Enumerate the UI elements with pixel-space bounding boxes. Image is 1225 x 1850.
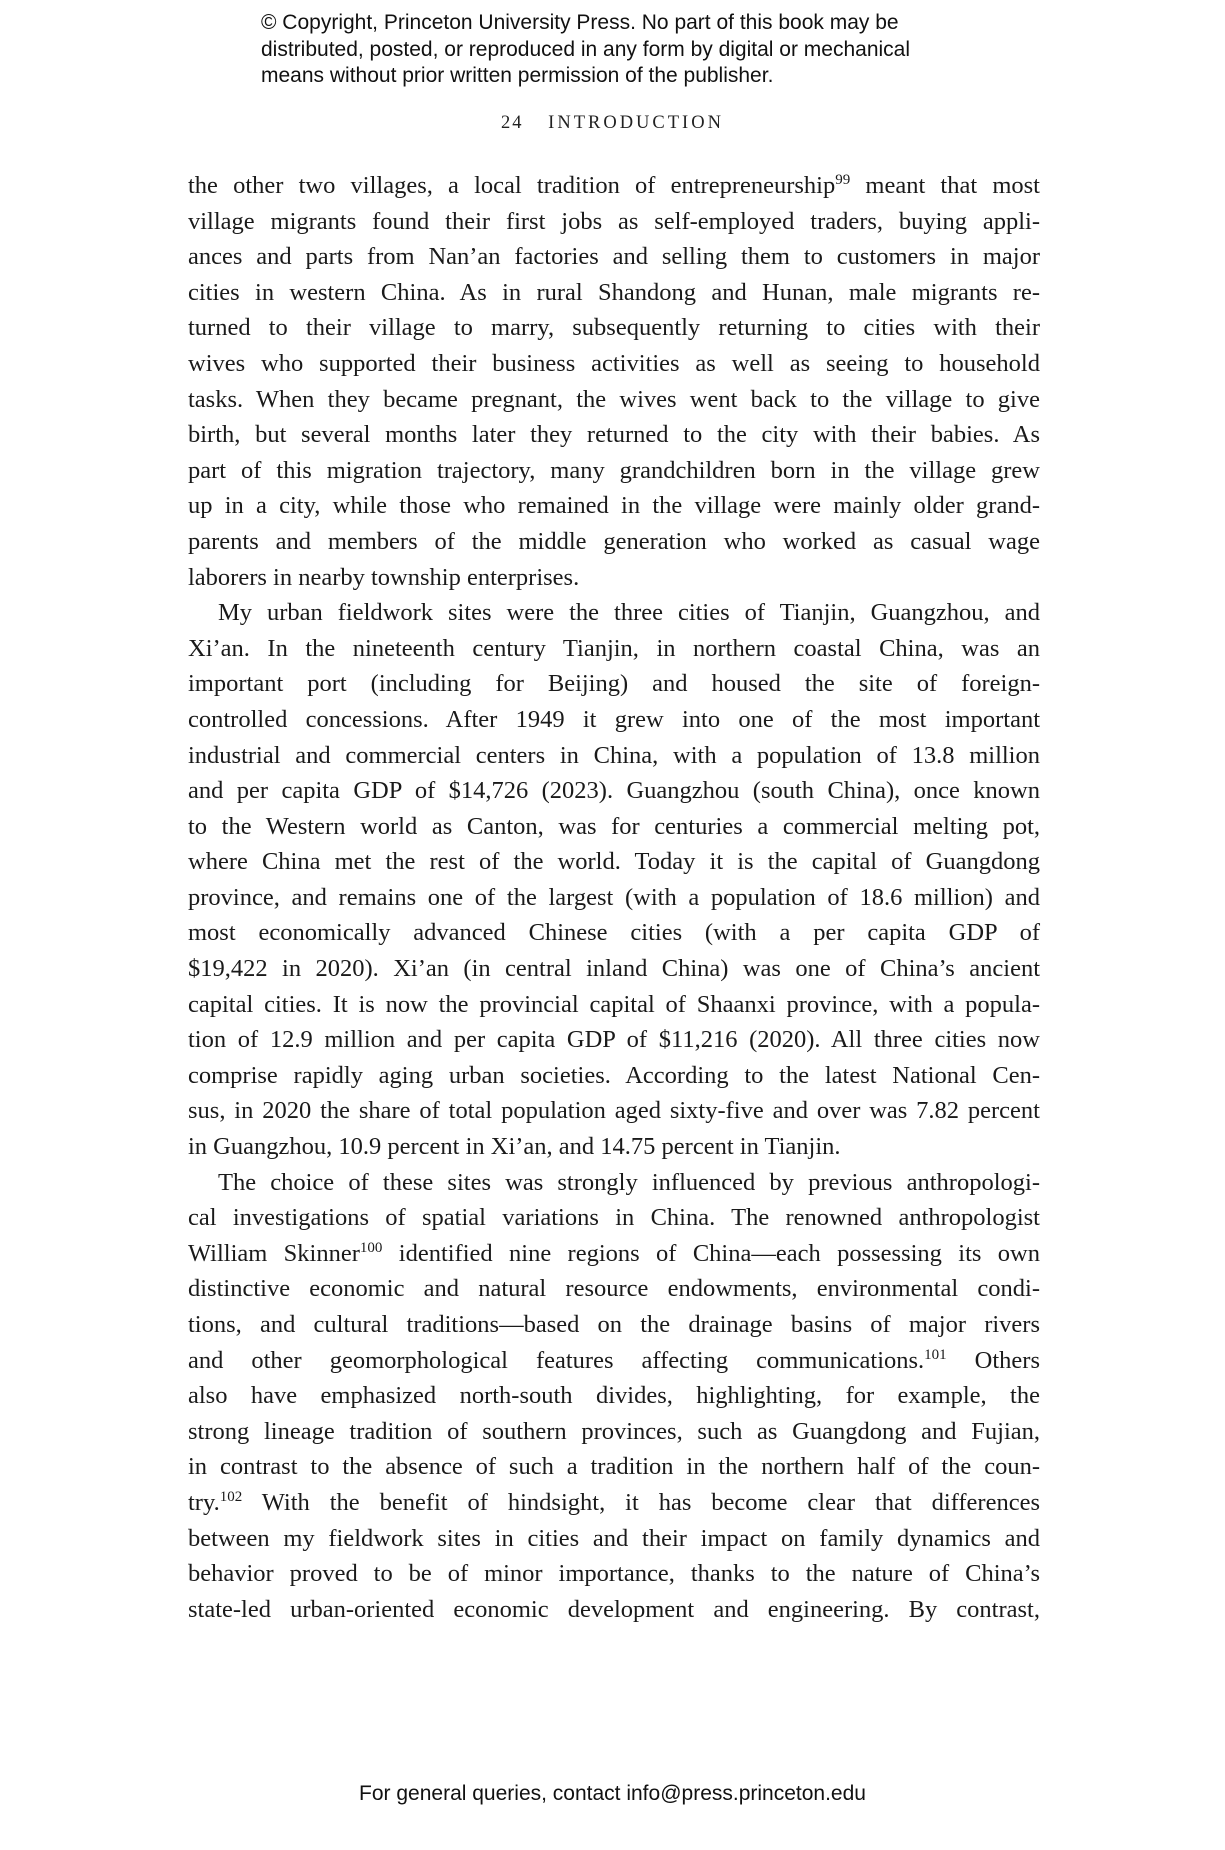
text-segment: province, and remains one of the largest (with a population of 18.6 million) and (188, 883, 1040, 911)
text-line (188, 915, 1040, 951)
text-segment: Xi’an. In the nineteenth century Tianjin, in northern coastal China, was an (188, 634, 1040, 662)
text-line (188, 239, 1040, 275)
running-head-title: INTRODUCTION (548, 113, 724, 133)
text-segment: behavior proved to be of minor importance, thanks to the nature of China’s (188, 1560, 1040, 1588)
text-line (188, 1271, 1040, 1307)
text-line (188, 453, 1040, 489)
text-segment: between my fieldwork sites in cities and their impact on family dynamics and (188, 1524, 1040, 1552)
text-line (188, 1378, 1040, 1414)
text-segment: in contrast to the absence of such a tradition in the northern half of the coun- (188, 1453, 1040, 1481)
copyright-line: distributed, posted, or reproduced in any form by digital or mechanical (261, 37, 911, 61)
text-segment: the other two villages, a local tradition of entrepreneurship (188, 172, 836, 199)
text-segment: identified nine regions of China—each possessing its own (382, 1239, 1040, 1267)
text-line (188, 168, 1040, 204)
text-line (188, 1307, 1040, 1343)
text-segment: village migrants found their first jobs as self-employed traders, buying appli- (188, 207, 1040, 235)
text-segment: cal investigations of spatial variations in China. The renowned anthropologist (188, 1204, 1040, 1232)
text-line (188, 773, 1040, 809)
text-line (188, 346, 1040, 382)
text-segment: comprise rapidly aging urban societies. According to the latest National Cen- (188, 1061, 1040, 1089)
text-line (188, 1556, 1040, 1592)
body-text (188, 168, 1040, 1627)
text-line (188, 631, 1040, 667)
text-line (188, 844, 1040, 880)
text-segment: My urban fieldwork sites were the three cities of Tianjin, Guangzhou, and (218, 599, 1040, 627)
text-line (188, 1485, 1040, 1521)
text-segment: in Guangzhou, 10.9 percent in Xi’an, and 14.75 percent in Tianjin. (188, 1133, 841, 1161)
text-line (188, 666, 1040, 702)
text-segment: laborers in nearby township enterprises. (188, 563, 580, 591)
text-line (188, 987, 1040, 1023)
text-segment: distinctive economic and natural resource endowments, environmental condi- (188, 1275, 1040, 1303)
footnote-marker[interactable]: 101 (924, 1346, 947, 1363)
text-segment: wives who supported their business activities as well as seeing to household (188, 349, 1040, 377)
text-line (188, 524, 1040, 560)
text-line (188, 880, 1040, 916)
text-segment: cities in western China. As in rural Shandong and Hunan, male migrants re- (188, 278, 1040, 306)
copyright-notice (261, 10, 981, 90)
text-line (188, 1022, 1040, 1058)
text-segment: industrial and commercial centers in China, with a population of 13.8 million (188, 741, 1040, 769)
text-segment: also have emphasized north-south divides, highlighting, for example, the (188, 1382, 1040, 1410)
text-line (188, 1129, 1040, 1165)
text-segment: parents and members of the middle generation who worked as casual wage (188, 527, 1040, 555)
text-segment: tions, and cultural traditions—based on the drainage basins of major rivers (188, 1311, 1040, 1338)
text-line (188, 951, 1040, 987)
text-line (188, 560, 1040, 596)
text-line (188, 1236, 1040, 1272)
text-line (188, 1592, 1040, 1628)
text-segment: controlled concessions. After 1949 it grew into one of the most important (188, 705, 1040, 733)
text-segment: try. (188, 1488, 220, 1516)
text-segment: where China met the rest of the world. Today it is the capital of Guangdong (188, 848, 1040, 876)
text-segment: to the Western world as Canton, was for centuries a commercial melting pot, (188, 812, 1040, 840)
footnote-marker[interactable]: 102 (219, 1488, 243, 1505)
text-segment: ances and parts from Nan’an factories and selling them to customers in major (188, 243, 1040, 271)
text-segment: important port (including for Beijing) and housed the site of foreign- (188, 670, 1040, 698)
text-line (188, 1343, 1040, 1379)
page-number: 24 (501, 113, 524, 133)
text-segment: most economically advanced Chinese cities (with a per capita GDP of (188, 919, 1040, 947)
footnote-marker[interactable]: 100 (359, 1239, 383, 1256)
text-segment: sus, in 2020 the share of total population aged sixty-five and over was 7.82 percent (188, 1097, 1040, 1125)
text-segment: and other geomorphological features affecting communications. (188, 1346, 925, 1374)
text-segment: Others (946, 1346, 1040, 1374)
text-segment: part of this migration trajectory, many grandchildren born in the village grew (188, 456, 1040, 484)
text-line (188, 1165, 1040, 1201)
copyright-line: © Copyright, Princeton University Press. No part of this book may be (261, 11, 899, 34)
text-line (188, 1058, 1040, 1094)
text-segment: up in a city, while those who remained in the village were mainly older grand- (188, 492, 1040, 520)
text-segment: The choice of these sites was strongly influenced by previous anthropologi- (218, 1168, 1040, 1196)
text-segment: tasks. When they became pregnant, the wives went back to the village to give (188, 385, 1040, 413)
text-line (188, 488, 1040, 524)
text-line (188, 204, 1040, 240)
text-segment: and per capita GDP of $14,726 (2023). Guangzhou (south China), once known (188, 777, 1040, 805)
text-line (188, 702, 1040, 738)
text-line (188, 595, 1040, 631)
footer-contact: For general queries, contact info@press.princeton.edu (359, 1782, 866, 1805)
text-segment: strong lineage tradition of southern provinces, such as Guangdong and Fujian, (188, 1417, 1040, 1445)
text-segment: William Skinner (188, 1239, 360, 1267)
text-segment: With the benefit of hindsight, it has become clear that differences (242, 1488, 1040, 1516)
text-segment: turned to their village to marry, subsequently returning to cities with their (188, 314, 1040, 342)
text-line (188, 1200, 1040, 1236)
text-line (188, 1521, 1040, 1557)
copyright-line: means without prior written permission of the publisher. (261, 64, 774, 87)
text-line (188, 417, 1040, 453)
text-segment: meant that most (850, 172, 1040, 199)
text-segment: tion of 12.9 million and per capita GDP of $11,216 (2020). All three cities now (188, 1026, 1040, 1054)
text-line (188, 310, 1040, 346)
text-line (188, 1414, 1040, 1450)
text-segment: birth, but several months later they returned to the city with their babies. As (188, 421, 1040, 449)
running-head (0, 113, 1225, 134)
footnote-marker[interactable]: 99 (835, 172, 851, 188)
text-segment: state-led urban-oriented economic development and engineering. By contrast, (188, 1595, 1040, 1623)
text-line (188, 1093, 1040, 1129)
text-segment: capital cities. It is now the provincial capital of Shaanxi province, with a popula- (188, 990, 1040, 1018)
text-line (188, 275, 1040, 311)
text-segment: $19,422 in 2020). Xi’an (in central inland China) was one of China’s ancient (188, 955, 1040, 983)
text-line (188, 1449, 1040, 1485)
text-line (188, 382, 1040, 418)
text-line (188, 738, 1040, 774)
text-line (188, 809, 1040, 845)
